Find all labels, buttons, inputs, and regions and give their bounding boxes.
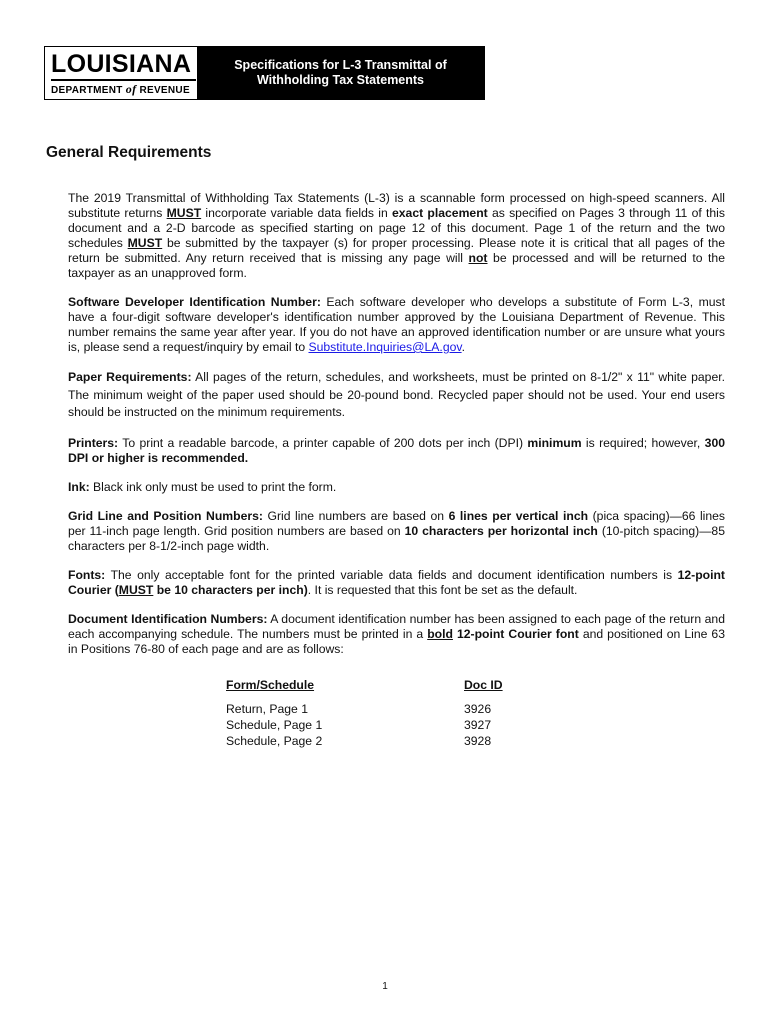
ink-paragraph: Ink: Black ink only must be used to print the form. — [68, 479, 337, 494]
logo-sub-of: of — [125, 82, 137, 96]
table-row — [226, 717, 526, 733]
table-cell: Schedule, Page 2 — [226, 734, 323, 748]
grid-line-paragraph: Grid Line and Position Numbers: Grid line numbers are based on 6 lines per vertical inch (pica spacing)—66 lines per 11-inch page length. Grid position numbers are based on 10 characters per horizontal inch (10-pitch spacing)—85 characters per 8-1/2-inch page width. — [68, 508, 726, 553]
table-cell: 3927 — [464, 718, 492, 732]
table-cell: 3928 — [464, 734, 492, 748]
table-cell: 3926 — [464, 702, 492, 716]
paper-requirements-paragraph: Paper Requirements: All pages of the return, schedules, and worksheets, must be printed on 8-1/2" x 11" white paper. The minimum weight of the paper used should be 20-pound bond. Recycled paper should not be used. Your end users should be instructed on the minimum requirements. — [68, 370, 725, 419]
title-line-2: Withholding Tax Statements — [256, 73, 425, 87]
fonts-paragraph: Fonts: The only acceptable font for the printed variable data fields and document identification numbers is 12-point Courier (MUST be 10 characters per inch). It is requested that this font be set as the default. — [68, 567, 725, 597]
logo-divider — [51, 79, 196, 81]
logo-sub-pre: DEPARTMENT — [51, 85, 126, 96]
table-cell: Schedule, Page 1 — [226, 718, 323, 732]
title-line-1: Specifications for L-3 Transmittal of — [234, 58, 447, 72]
table-header-row — [226, 677, 526, 693]
doc-id-table — [226, 677, 526, 749]
table-row — [226, 733, 526, 749]
software-developer-paragraph: Software Developer Identification Number: Each software developer who develops a substitute of Form L-3, must have a four-digit software developer's identification number approved by the Louisiana Department of Revenue. This number remains the same year after year. If you do not have an approved identification number or are unsure what yours is, please send a request/inquiry by email to Substitute.Inquiries@LA.gov. — [68, 295, 726, 354]
louisiana-revenue-logo — [45, 47, 197, 99]
column-header-doc-id: Doc ID — [464, 678, 503, 692]
column-header-form-schedule: Form/Schedule — [226, 678, 315, 692]
document-id-paragraph: Document Identification Numbers: A document identification number has been assigned to each page of the return and each accompanying schedule. The numbers must be printed in a bold 12-point Courier font and positioned on Line 63 in Positions 76-80 of each page and are as follows: — [68, 611, 725, 656]
logo-subtitle — [51, 83, 197, 97]
document-body — [68, 191, 725, 671]
section-heading: General Requirements — [46, 144, 212, 161]
table-row — [226, 701, 526, 717]
title-banner — [197, 47, 484, 99]
logo-title: LOUISIANA — [51, 50, 192, 78]
intro-paragraph: The 2019 Transmittal of Withholding Tax Statements (L-3) is a scannable form processed on high-speed scanners. All substitute returns MUST incorporate variable data fields in exact placement as specified on Pages 3 through 11 of this document and a 2-D barcode as specified starting on page 12 of this document. Page 1 of the return and the two schedules MUST be submitted by the taxpayer (s) for proper processing. Please note it is critical that all pages of the return be submitted. Any return received that is missing any page will not be processed and will be returned to the taxpayer as an unapproved form. — [68, 191, 725, 280]
table-cell: Return, Page 1 — [226, 702, 308, 716]
support-email-link[interactable]: Substitute.Inquiries@LA.gov — [308, 340, 462, 354]
logo-sub-post: REVENUE — [136, 85, 190, 96]
document-header — [44, 46, 485, 100]
printers-paragraph: Printers: To print a readable barcode, a printer capable of 200 dots per inch (DPI) minimum is required; however, 300 DPI or higher is recommended. — [68, 435, 726, 465]
page-number: 1 — [382, 981, 388, 992]
